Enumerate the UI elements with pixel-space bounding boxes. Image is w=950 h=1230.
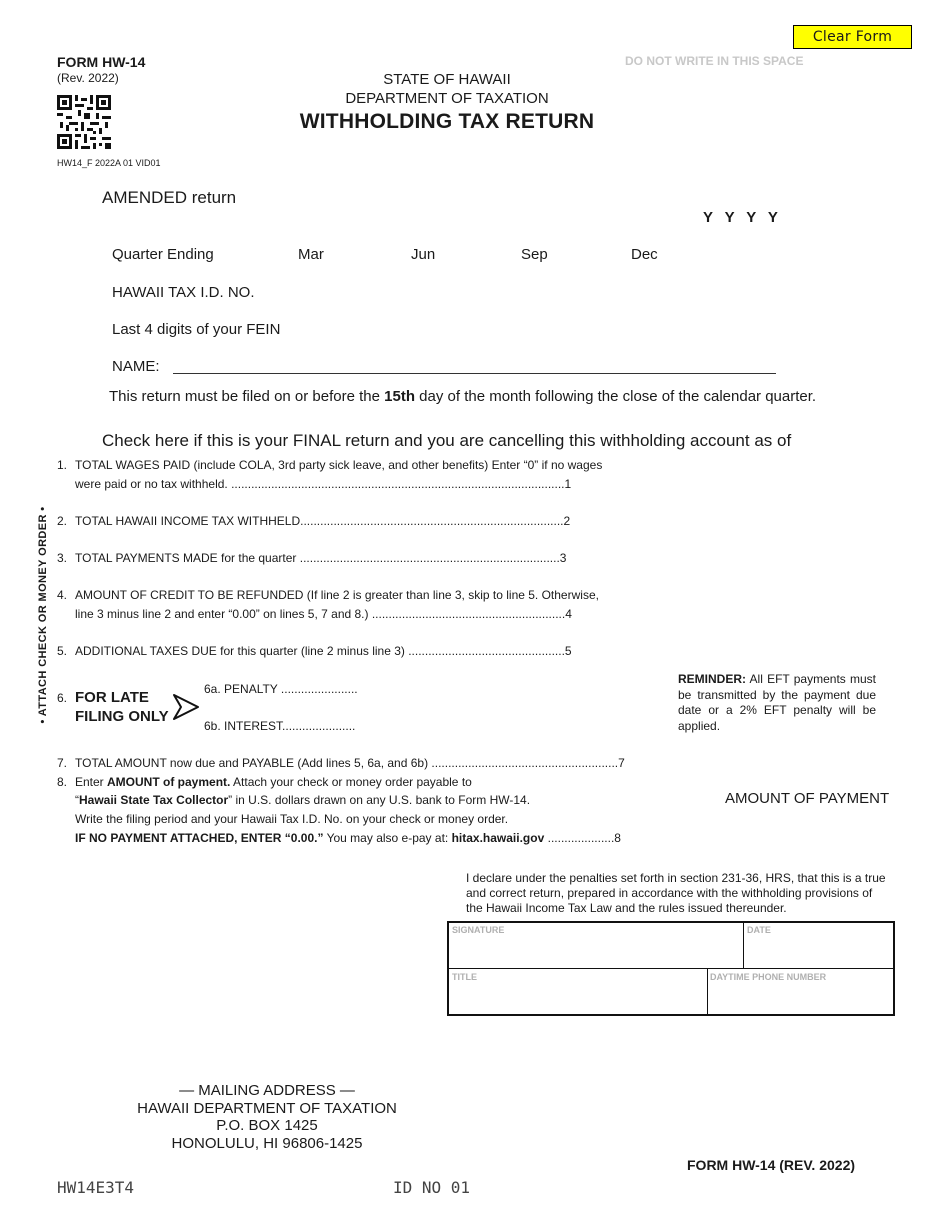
quarter-option-dec[interactable]: Dec [631,246,658,263]
line-5-text: ADDITIONAL TAXES DUE for this quarter (line 2 minus line 3) ...............................................5 [75,644,572,658]
declaration-text: I declare under the penalties set forth in section 231-36, HRS, that this is a true and correct return, prepared in accordance with the withholding provisions of the Hawaii Income Tax Law and the rules issued thereunder. [466,871,886,915]
final-return-checkbox-label[interactable]: Check here if this is your FINAL return and you are cancelling this withholding account as of [102,431,792,450]
tax-id-label: HAWAII TAX I.D. NO. [112,284,255,301]
qr-code-icon [57,95,111,149]
version-code: HW14_F 2022A 01 VID01 [57,158,161,168]
quarter-ending-label: Quarter Ending [112,246,214,263]
line-8-no-payment: IF NO PAYMENT ATTACHED, ENTER “0.00.” You may also e-pay at: hitax.hawaii.gov ....................8 [75,831,621,845]
form-revision: (Rev. 2022) [57,71,119,85]
amended-return-checkbox-label[interactable]: AMENDED return [102,188,237,207]
divider [447,968,895,969]
mailing-address [132,1082,402,1152]
quarter-option-jun[interactable]: Jun [411,246,436,263]
line-number: 1. [57,458,68,472]
amount-of-payment-label: AMOUNT OF PAYMENT [725,790,890,807]
line-number: 8. [57,775,68,789]
line-number: 5. [57,644,68,658]
year-field[interactable]: Y Y Y Y [703,209,782,226]
form-code: HW14E3T4 [57,1178,135,1197]
mailing-line: HAWAII DEPARTMENT OF TAXATION [137,1099,397,1117]
line-number: 4. [57,588,68,602]
line-6b-interest: 6b. INTEREST...................... [204,719,356,733]
attach-check-side-text: • ATTACH CHECK OR MONEY ORDER • [37,506,49,724]
line-6a-penalty: 6a. PENALTY ....................... [204,682,358,696]
epay-link[interactable]: hitax.hawaii.gov [451,831,545,845]
name-label: NAME: [112,358,160,375]
page-title: WITHHOLDING TAX RETURN [299,110,595,133]
divider [743,921,744,968]
clear-form-button[interactable]: Clear Form [793,25,912,49]
fein-label: Last 4 digits of your FEIN [112,321,281,338]
filing-deadline-text: This return must be filed on or before the 15th day of the month following the close of the calendar quarter. [109,388,817,405]
line-1-text: TOTAL WAGES PAID (include COLA, 3rd party sick leave, and other benefits) Enter “0” if no wages [75,458,603,472]
late-filing-label: FOR LATE FILING ONLY [75,689,169,725]
eft-reminder: REMINDER: All EFT payments must be transmitted by the payment due date or a 2% EFT penalty will be applied. [678,672,876,733]
quarter-option-sep[interactable]: Sep [521,246,548,263]
signature-field[interactable]: SIGNATURE [452,925,505,935]
line-8-instructions: Write the filing period and your Hawaii Tax I.D. No. on your check or money order. [75,812,509,826]
line-4-text-cont: line 3 minus line 2 and enter “0.00” on lines 5, 7 and 8.) ..........................................................4 [75,607,572,621]
line-2-text: TOTAL HAWAII INCOME TAX WITHHELD...............................................................................2 [75,514,571,528]
form-id: FORM HW-14 [57,54,146,70]
line-3-text: TOTAL PAYMENTS MADE for the quarter ..............................................................................3 [75,551,567,565]
line-4-text: AMOUNT OF CREDIT TO BE REFUNDED (If line 2 is greater than line 3, skip to line 5. Otherwise, [75,588,599,602]
line-number: 2. [57,514,68,528]
arrow-right-icon [172,693,200,721]
phone-field[interactable]: DAYTIME PHONE NUMBER [710,972,827,982]
title-field[interactable]: TITLE [452,972,477,982]
state-heading: STATE OF HAWAII [383,71,511,88]
quarter-option-mar[interactable]: Mar [298,246,324,263]
line-number: 3. [57,551,68,565]
divider [707,968,708,1016]
line-7-text: TOTAL AMOUNT now due and PAYABLE (Add lines 5, 6a, and 6b) ........................................................7 [75,756,625,770]
line-8-text: Enter AMOUNT of payment. Attach your check or money order payable to [75,775,472,789]
department-heading: DEPARTMENT OF TAXATION [345,90,549,107]
name-input[interactable] [173,373,776,374]
mailing-line: P.O. BOX 1425 [216,1117,318,1134]
line-number: 6. [57,691,68,705]
do-not-write-notice: DO NOT WRITE IN THIS SPACE [625,54,804,68]
mailing-line: HONOLULU, HI 96806-1425 [171,1134,363,1152]
line-8-payee-text: “Hawaii State Tax Collector” in U.S. dollars drawn on any U.S. bank to Form HW-14. [75,793,531,807]
form-footer-id: FORM HW-14 (REV. 2022) [687,1157,856,1173]
line-number: 7. [57,756,68,770]
id-code: ID NO 01 [393,1178,471,1197]
line-1-text-cont: were paid or no tax withheld. ....................................................................................................1 [75,477,572,491]
mailing-heading: — MAILING ADDRESS — [179,1082,355,1099]
date-field[interactable]: DATE [747,925,771,935]
